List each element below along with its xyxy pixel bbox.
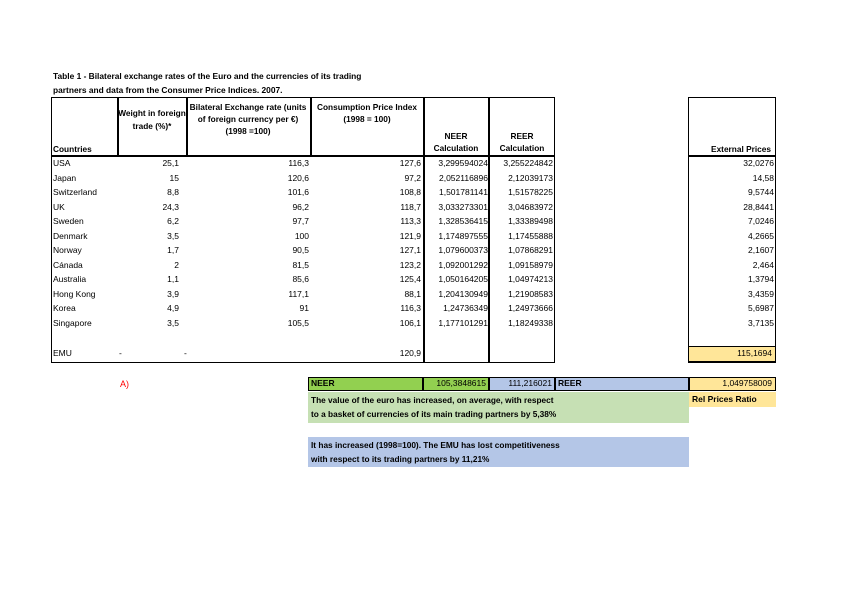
cell-exchange: 117,1 <box>288 288 309 299</box>
cell-weight: 6,2 <box>167 216 179 226</box>
cell-neer: 1,174897555 <box>438 230 488 241</box>
cell-cpi: 121,9 <box>399 230 421 241</box>
cell-ext: 3,4359 <box>748 288 774 299</box>
cell-weight: 25,1 <box>162 158 179 168</box>
cell-exchange: 96,2 <box>292 201 309 212</box>
cell-country: Cánada <box>53 259 83 270</box>
cell-exchange: 97,7 <box>292 216 309 226</box>
header-reer: REER Calculation <box>499 131 545 153</box>
cell-reer: 1,18249338 <box>508 317 553 328</box>
cell-cpi: 97,2 <box>404 172 421 183</box>
cell-exchange: 81,5 <box>292 259 309 270</box>
cell-ext: 7,0246 <box>748 216 774 226</box>
neer-note-line1: The value of the euro has increased, on average, with respect <box>311 395 554 405</box>
neer-interpretation-note <box>308 392 689 423</box>
cell-cpi: 127,1 <box>399 245 421 255</box>
cell-exchange: 85,6 <box>292 274 309 284</box>
cell-weight: 1,1 <box>167 274 179 284</box>
cell-neer: 1,177101291 <box>438 317 488 328</box>
cell-exchange: 101,6 <box>287 187 309 197</box>
cell-weight: 24,3 <box>162 201 179 212</box>
cell-exchange: 105,5 <box>287 317 309 328</box>
cell-ext: 32,0276 <box>743 158 774 168</box>
cell-ext: 4,2665 <box>748 230 774 241</box>
emu-exchange: - <box>184 348 187 358</box>
cell-country: UK <box>53 201 65 212</box>
cell-country: Sweden <box>53 216 84 226</box>
cell-ext: 14,58 <box>752 172 774 183</box>
cell-weight: 3,9 <box>167 288 179 299</box>
reer-value-cell: 111,216021 <box>489 377 555 391</box>
table-body <box>0 157 848 327</box>
cell-weight: 2 <box>174 259 179 270</box>
cell-country: Korea <box>53 303 76 313</box>
cell-country: Hong Kong <box>53 288 96 299</box>
emu-weight: - <box>119 348 122 358</box>
header-weight-text: Weight in foreign trade (%)* <box>118 108 186 131</box>
header-countries: Countries <box>53 144 92 154</box>
cell-neer: 1,092001292 <box>438 259 488 270</box>
cell-neer: 1,328536415 <box>438 216 488 226</box>
ratio-value-cell: 1,049758009 <box>689 377 776 391</box>
cell-ext: 5,6987 <box>748 303 774 313</box>
emu-country: EMU <box>53 348 72 358</box>
header-cpi: Consumption Price Index (1998 = 100) <box>316 102 418 124</box>
cell-cpi: 123,2 <box>399 259 421 270</box>
neer-value-cell: 105,3848615 <box>423 377 489 391</box>
cell-country: Norway <box>53 245 82 255</box>
cell-reer: 2,12039173 <box>508 172 553 183</box>
cell-neer: 1,079600373 <box>438 245 488 255</box>
cell-ext: 2,464 <box>752 259 774 270</box>
cell-country: Japan <box>53 172 77 183</box>
table-title-line1: Table 1 - Bilateral exchange rates of the Euro and the currencies of its trading <box>53 71 362 81</box>
cell-cpi: 108,8 <box>399 187 421 197</box>
cell-country: USA <box>53 158 71 168</box>
cell-reer: 1,09158979 <box>508 259 553 270</box>
cell-neer: 3,299594024 <box>438 158 488 168</box>
cell-weight: 3,5 <box>167 230 179 241</box>
cell-country: Denmark <box>53 230 88 241</box>
cell-cpi: 118,7 <box>400 201 421 212</box>
cell-reer: 3,255224842 <box>503 158 553 168</box>
cell-reer: 1,24973666 <box>508 303 553 313</box>
cell-neer: 1,24736349 <box>443 303 488 313</box>
cell-country: Switzerland <box>53 187 97 197</box>
cell-cpi: 88,1 <box>404 288 421 299</box>
cell-reer: 1,33389498 <box>508 216 553 226</box>
section-label: A) <box>120 379 129 389</box>
cell-weight: 3,5 <box>167 317 179 328</box>
table-title-line2: partners and data from the Consumer Price Indices. 2007. <box>53 85 283 95</box>
cell-ext: 9,5744 <box>748 187 774 197</box>
cell-reer: 1,17455888 <box>508 230 553 241</box>
cell-reer: 1,51578225 <box>508 187 553 197</box>
cell-cpi: 127,6 <box>399 158 421 168</box>
reer-interpretation-note <box>308 437 689 467</box>
emu-cpi: 120,9 <box>399 348 421 358</box>
cell-weight: 8,8 <box>167 187 179 197</box>
cell-country: Singapore <box>53 317 92 328</box>
cell-cpi: 116,3 <box>400 303 421 313</box>
cell-cpi: 106,1 <box>399 317 421 328</box>
neer-label-cell: NEER <box>308 377 423 391</box>
cell-exchange: 116,3 <box>288 158 309 168</box>
cell-cpi: 113,3 <box>400 216 421 226</box>
header-weight <box>118 107 186 132</box>
cell-ext: 2,1607 <box>748 245 774 255</box>
ratio-label-cell: Rel Prices Ratio <box>689 392 776 407</box>
cell-neer: 3,033273301 <box>438 201 488 212</box>
header-exchange: Bilateral Exchange rate (units of foreign currency per €) (1998 =100) <box>189 102 307 136</box>
cell-neer: 1,501781141 <box>438 187 488 197</box>
cell-ext: 3,7135 <box>748 317 774 328</box>
reer-note-line1: It has increased (1998=100). The EMU has lost competitiveness <box>311 440 560 450</box>
cell-country: Australia <box>53 274 87 284</box>
cell-ext: 1,3794 <box>748 274 774 284</box>
header-neer: NEER Calculation <box>433 131 479 153</box>
cell-weight: 1,7 <box>167 245 179 255</box>
cell-reer: 1,07868291 <box>508 245 553 255</box>
header-external: External Prices <box>711 144 771 154</box>
cell-exchange: 100 <box>294 230 309 241</box>
cell-ext: 28,8441 <box>743 201 774 212</box>
cell-reer: 1,04974213 <box>508 274 553 284</box>
cell-weight: 15 <box>169 172 179 183</box>
reer-note-line2: with respect to its trading partners by 11,21% <box>311 454 490 464</box>
cell-weight: 4,9 <box>167 303 179 313</box>
reer-label-cell: REER <box>555 377 689 391</box>
cell-exchange: 120,6 <box>287 172 309 183</box>
neer-note-line2: to a basket of currencies of its main trading partners by 5,38% <box>311 409 557 419</box>
cell-neer: 1,050164205 <box>438 274 488 284</box>
cell-cpi: 125,4 <box>399 274 421 284</box>
cell-exchange: 90,5 <box>292 245 309 255</box>
emu-external-price: 115,1694 <box>688 346 776 362</box>
cell-neer: 2,052116896 <box>438 172 488 183</box>
cell-exchange: 91 <box>299 303 309 313</box>
cell-neer: 1,204130949 <box>438 288 488 299</box>
cell-reer: 1,21908583 <box>508 288 553 299</box>
cell-reer: 3,04683972 <box>508 201 553 212</box>
